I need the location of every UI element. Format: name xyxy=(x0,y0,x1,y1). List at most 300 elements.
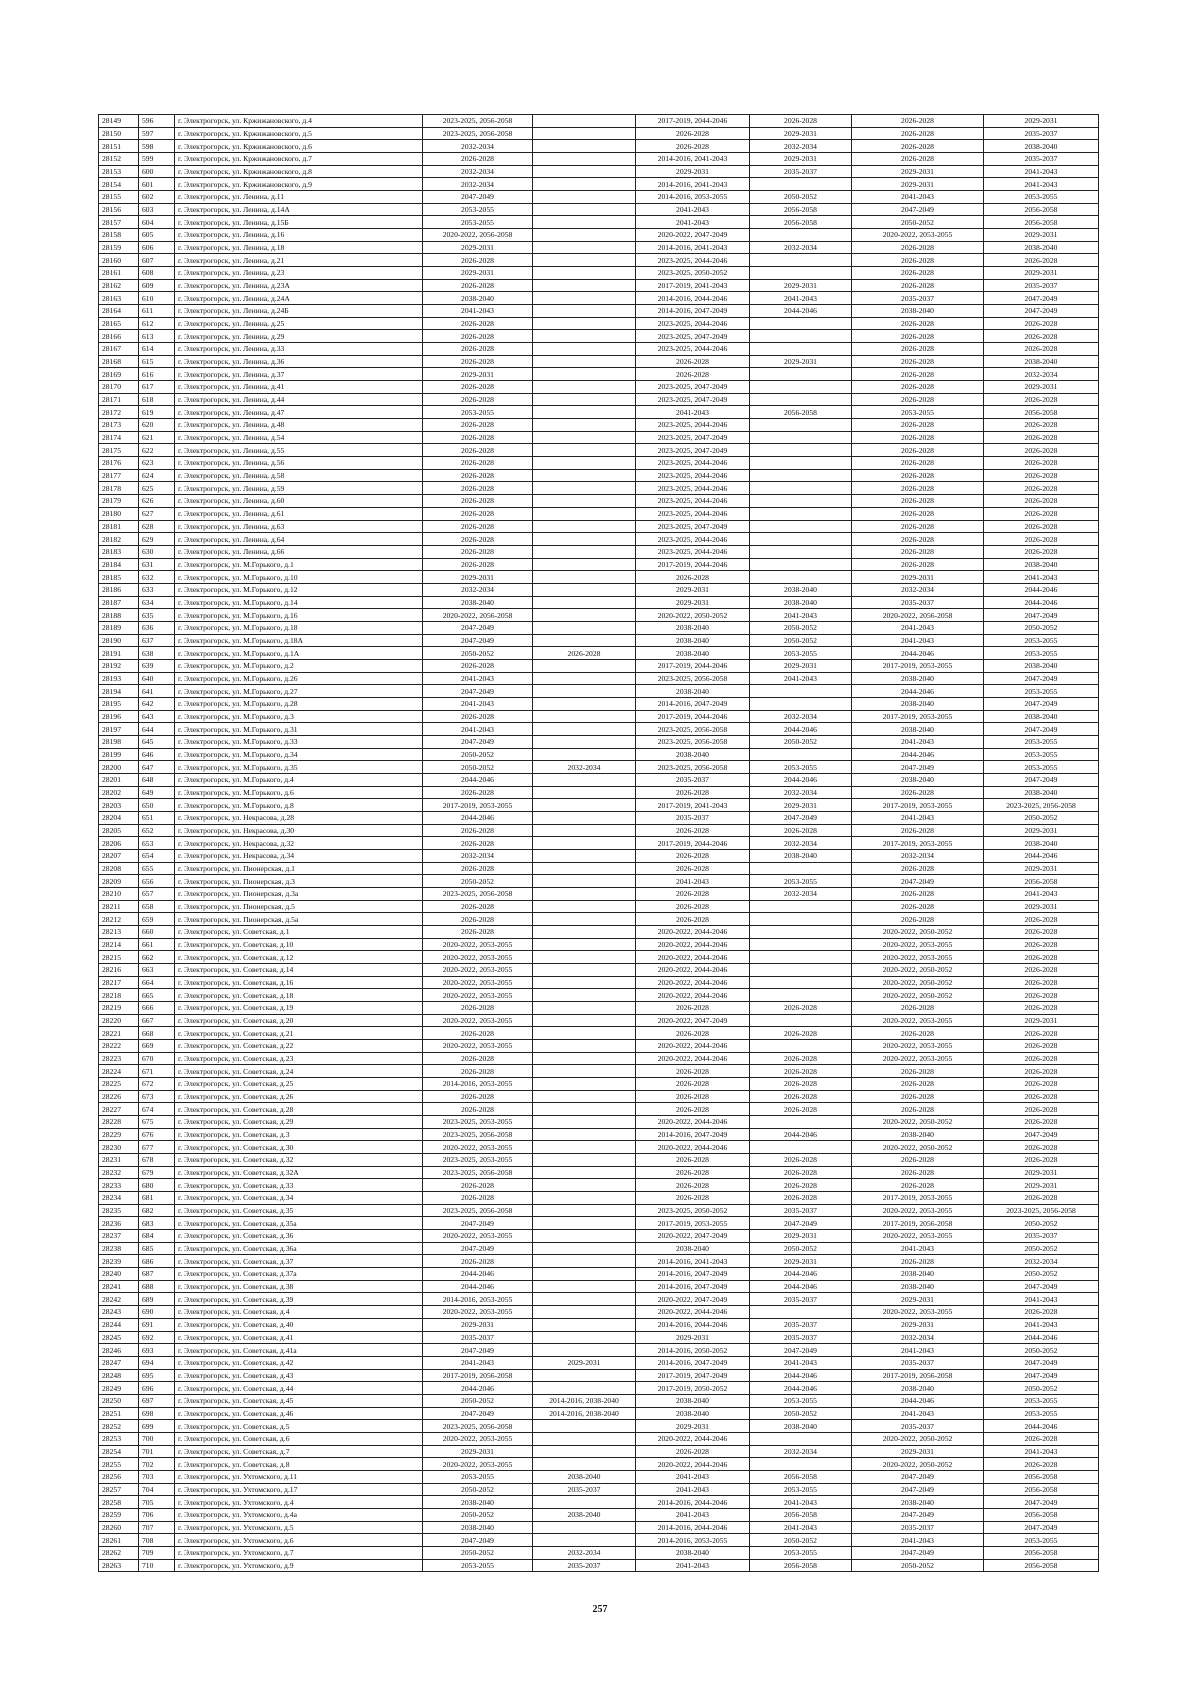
period-col-1-cell: 2020-2022, 2053-2055 xyxy=(423,1141,533,1154)
period-col-3-cell: 2020-2022, 2047-2049 xyxy=(636,1014,750,1027)
period-col-3-cell: 2014-2016, 2053-2055 xyxy=(636,1534,750,1547)
period-col-2-cell xyxy=(533,1420,636,1433)
period-col-5-cell: 2017-2019, 2053-2055 xyxy=(852,1192,984,1205)
address-cell: г. Электрогорск, ул. Некрасова, д.30 xyxy=(175,824,423,837)
period-col-4-cell: 2032-2034 xyxy=(750,837,852,850)
address-cell: г. Электрогорск, ул. Советская, д.25 xyxy=(175,1078,423,1091)
period-col-5-cell: 2035-2037 xyxy=(852,1521,984,1534)
table-row xyxy=(99,1103,1099,1116)
table-row xyxy=(99,913,1099,926)
period-col-6-cell: 2026-2028 xyxy=(984,926,1099,939)
row-number-cell: 28168 xyxy=(99,355,139,368)
period-col-6-cell: 2029-2031 xyxy=(984,1179,1099,1192)
period-col-2-cell xyxy=(533,1166,636,1179)
page-number: 257 xyxy=(592,1604,608,1615)
period-col-2-cell xyxy=(533,799,636,812)
period-col-3-cell: 2020-2022, 2044-2046 xyxy=(636,1306,750,1319)
period-col-1-cell: 2029-2031 xyxy=(423,368,533,381)
table-row xyxy=(99,685,1099,698)
period-col-2-cell xyxy=(533,1331,636,1344)
table-row xyxy=(99,1559,1099,1572)
period-col-5-cell: 2026-2028 xyxy=(852,558,984,571)
period-col-4-cell: 2047-2049 xyxy=(750,811,852,824)
address-cell: г. Электрогорск, ул. Некрасова, д.28 xyxy=(175,811,423,824)
table-row xyxy=(99,761,1099,774)
period-col-3-cell: 2026-2028 xyxy=(636,1192,750,1205)
row-number-cell: 28179 xyxy=(99,495,139,508)
item-number-cell: 677 xyxy=(139,1141,175,1154)
period-col-6-cell: 2044-2046 xyxy=(984,1420,1099,1433)
item-number-cell: 659 xyxy=(139,913,175,926)
period-col-2-cell xyxy=(533,406,636,419)
period-col-5-cell: 2038-2040 xyxy=(852,1128,984,1141)
row-number-cell: 28238 xyxy=(99,1242,139,1255)
address-cell: г. Электрогорск, ул. Ленина, д.55 xyxy=(175,444,423,457)
period-col-5-cell: 2041-2043 xyxy=(852,634,984,647)
period-col-4-cell xyxy=(750,1432,852,1445)
address-cell: г. Электрогорск, ул. М.Горького, д.28 xyxy=(175,697,423,710)
period-col-1-cell: 2020-2022, 2053-2055 xyxy=(423,1432,533,1445)
table-row xyxy=(99,381,1099,394)
period-col-5-cell: 2017-2019, 2053-2055 xyxy=(852,837,984,850)
table-row xyxy=(99,469,1099,482)
address-cell: г. Электрогорск, ул. Ухтомского, д.9 xyxy=(175,1559,423,1572)
period-col-6-cell: 2038-2040 xyxy=(984,837,1099,850)
period-col-5-cell: 2026-2028 xyxy=(852,393,984,406)
period-col-4-cell xyxy=(750,748,852,761)
period-col-6-cell: 2029-2031 xyxy=(984,1014,1099,1027)
item-number-cell: 599 xyxy=(139,153,175,166)
row-number-cell: 28228 xyxy=(99,1116,139,1129)
period-col-4-cell xyxy=(750,267,852,280)
item-number-cell: 618 xyxy=(139,393,175,406)
period-col-6-cell: 2047-2049 xyxy=(984,672,1099,685)
address-cell: г. Электрогорск, ул. М.Горького, д.31 xyxy=(175,723,423,736)
period-col-4-cell: 2050-2052 xyxy=(750,735,852,748)
row-number-cell: 28169 xyxy=(99,368,139,381)
period-col-6-cell: 2038-2040 xyxy=(984,140,1099,153)
period-col-6-cell: 2050-2052 xyxy=(984,811,1099,824)
period-col-4-cell: 2056-2058 xyxy=(750,1470,852,1483)
period-col-6-cell: 2041-2043 xyxy=(984,178,1099,191)
period-col-6-cell: 2026-2028 xyxy=(984,951,1099,964)
item-number-cell: 622 xyxy=(139,444,175,457)
period-col-4-cell: 2056-2058 xyxy=(750,216,852,229)
row-number-cell: 28223 xyxy=(99,1052,139,1065)
period-col-3-cell: 2023-2025, 2047-2049 xyxy=(636,520,750,533)
address-cell: г. Электрогорск, ул. Ленина, д.23А xyxy=(175,279,423,292)
table-row xyxy=(99,1318,1099,1331)
period-col-3-cell: 2017-2019, 2041-2043 xyxy=(636,799,750,812)
table-row xyxy=(99,507,1099,520)
period-col-2-cell xyxy=(533,254,636,267)
period-col-6-cell: 2044-2046 xyxy=(984,583,1099,596)
period-col-3-cell: 2023-2025, 2044-2046 xyxy=(636,495,750,508)
item-number-cell: 652 xyxy=(139,824,175,837)
period-col-2-cell: 2035-2037 xyxy=(533,1483,636,1496)
period-col-1-cell: 2020-2022, 2053-2055 xyxy=(423,1458,533,1471)
period-col-2-cell xyxy=(533,1280,636,1293)
row-number-cell: 28178 xyxy=(99,482,139,495)
period-col-3-cell: 2029-2031 xyxy=(636,583,750,596)
row-number-cell: 28173 xyxy=(99,419,139,432)
item-number-cell: 672 xyxy=(139,1078,175,1091)
period-col-1-cell: 2044-2046 xyxy=(423,1268,533,1281)
table-row xyxy=(99,735,1099,748)
period-col-5-cell: 2026-2028 xyxy=(852,1103,984,1116)
period-col-5-cell: 2038-2040 xyxy=(852,723,984,736)
period-col-4-cell xyxy=(750,685,852,698)
row-number-cell: 28182 xyxy=(99,533,139,546)
address-cell: г. Электрогорск, ул. Советская, д.19 xyxy=(175,1002,423,1015)
item-number-cell: 684 xyxy=(139,1230,175,1243)
period-col-3-cell: 2026-2028 xyxy=(636,1065,750,1078)
table-row xyxy=(99,1521,1099,1534)
address-cell: г. Электрогорск, ул. Ленина, д.56 xyxy=(175,457,423,470)
period-col-5-cell: 2047-2049 xyxy=(852,203,984,216)
period-col-5-cell: 2038-2040 xyxy=(852,773,984,786)
period-col-5-cell: 2020-2022, 2053-2055 xyxy=(852,951,984,964)
item-number-cell: 697 xyxy=(139,1394,175,1407)
item-number-cell: 606 xyxy=(139,241,175,254)
row-number-cell: 28205 xyxy=(99,824,139,837)
period-col-3-cell: 2014-2016, 2047-2049 xyxy=(636,305,750,318)
period-col-2-cell xyxy=(533,900,636,913)
period-col-5-cell: 2041-2043 xyxy=(852,1534,984,1547)
period-col-4-cell: 2050-2052 xyxy=(750,1242,852,1255)
table-row xyxy=(99,1204,1099,1217)
period-col-2-cell xyxy=(533,1078,636,1091)
period-col-2-cell xyxy=(533,1268,636,1281)
period-col-3-cell: 2026-2028 xyxy=(636,887,750,900)
period-col-4-cell xyxy=(750,393,852,406)
item-number-cell: 701 xyxy=(139,1445,175,1458)
period-col-1-cell: 2026-2028 xyxy=(423,862,533,875)
row-number-cell: 28192 xyxy=(99,659,139,672)
period-col-6-cell: 2047-2049 xyxy=(984,305,1099,318)
period-col-4-cell: 2038-2040 xyxy=(750,583,852,596)
period-col-4-cell: 2044-2046 xyxy=(750,1382,852,1395)
period-col-6-cell: 2047-2049 xyxy=(984,1356,1099,1369)
row-number-cell: 28224 xyxy=(99,1065,139,1078)
item-number-cell: 641 xyxy=(139,685,175,698)
table-row xyxy=(99,406,1099,419)
address-cell: г. Электрогорск, ул. Советская, д.8 xyxy=(175,1458,423,1471)
table-row xyxy=(99,824,1099,837)
row-number-cell: 28234 xyxy=(99,1192,139,1205)
period-col-4-cell: 2053-2055 xyxy=(750,761,852,774)
item-number-cell: 655 xyxy=(139,862,175,875)
period-col-6-cell: 2056-2058 xyxy=(984,203,1099,216)
item-number-cell: 627 xyxy=(139,507,175,520)
table-row xyxy=(99,115,1099,128)
period-col-6-cell: 2041-2043 xyxy=(984,887,1099,900)
address-cell: г. Электрогорск, ул. Советская, д.36 xyxy=(175,1230,423,1243)
item-number-cell: 704 xyxy=(139,1483,175,1496)
item-number-cell: 692 xyxy=(139,1331,175,1344)
period-col-4-cell: 2026-2028 xyxy=(750,1027,852,1040)
period-col-6-cell: 2026-2028 xyxy=(984,1116,1099,1129)
period-col-6-cell: 2023-2025, 2056-2058 xyxy=(984,799,1099,812)
period-col-4-cell: 2026-2028 xyxy=(750,1052,852,1065)
period-col-4-cell xyxy=(750,938,852,951)
row-number-cell: 28211 xyxy=(99,900,139,913)
period-col-4-cell: 2047-2049 xyxy=(750,1217,852,1230)
period-col-6-cell: 2026-2028 xyxy=(984,989,1099,1002)
address-cell: г. Электрогорск, ул. Ленина, д.24А xyxy=(175,292,423,305)
period-col-1-cell: 2026-2028 xyxy=(423,469,533,482)
period-col-4-cell xyxy=(750,229,852,242)
period-col-6-cell: 2047-2049 xyxy=(984,609,1099,622)
period-col-3-cell: 2017-2019, 2044-2046 xyxy=(636,837,750,850)
period-col-3-cell: 2026-2028 xyxy=(636,127,750,140)
period-col-2-cell xyxy=(533,1318,636,1331)
period-col-1-cell: 2047-2049 xyxy=(423,1344,533,1357)
period-col-6-cell: 2053-2055 xyxy=(984,191,1099,204)
period-col-2-cell xyxy=(533,140,636,153)
period-col-6-cell: 2047-2049 xyxy=(984,1496,1099,1509)
period-col-6-cell: 2047-2049 xyxy=(984,697,1099,710)
row-number-cell: 28220 xyxy=(99,1014,139,1027)
item-number-cell: 609 xyxy=(139,279,175,292)
period-col-3-cell: 2026-2028 xyxy=(636,1154,750,1167)
table-row xyxy=(99,659,1099,672)
period-col-6-cell: 2026-2028 xyxy=(984,1192,1099,1205)
period-col-5-cell: 2026-2028 xyxy=(852,495,984,508)
period-col-3-cell: 2026-2028 xyxy=(636,571,750,584)
table-row xyxy=(99,989,1099,1002)
period-col-2-cell xyxy=(533,469,636,482)
table-row xyxy=(99,926,1099,939)
period-col-5-cell: 2026-2028 xyxy=(852,1027,984,1040)
item-number-cell: 703 xyxy=(139,1470,175,1483)
period-col-2-cell xyxy=(533,1242,636,1255)
period-col-5-cell: 2026-2028 xyxy=(852,482,984,495)
table-row xyxy=(99,343,1099,356)
period-col-3-cell: 2014-2016, 2044-2046 xyxy=(636,1318,750,1331)
period-col-3-cell: 2014-2016, 2047-2049 xyxy=(636,1268,750,1281)
row-number-cell: 28166 xyxy=(99,330,139,343)
address-cell: г. Электрогорск, ул. Ленина, д.60 xyxy=(175,495,423,508)
address-cell: г. Электрогорск, ул. Ленина, д.36 xyxy=(175,355,423,368)
item-number-cell: 706 xyxy=(139,1508,175,1521)
period-col-4-cell xyxy=(750,697,852,710)
period-col-4-cell xyxy=(750,381,852,394)
period-col-4-cell: 2029-2031 xyxy=(750,1230,852,1243)
item-number-cell: 628 xyxy=(139,520,175,533)
period-col-6-cell: 2053-2055 xyxy=(984,685,1099,698)
address-cell: г. Электрогорск, ул. Советская, д.26 xyxy=(175,1090,423,1103)
period-col-1-cell: 2026-2028 xyxy=(423,710,533,723)
table-row xyxy=(99,330,1099,343)
period-col-4-cell: 2026-2028 xyxy=(750,1154,852,1167)
address-cell: г. Электрогорск, ул. Советская, д.32 xyxy=(175,1154,423,1167)
period-col-3-cell: 2017-2019, 2044-2046 xyxy=(636,710,750,723)
period-col-3-cell: 2026-2028 xyxy=(636,355,750,368)
table-row xyxy=(99,1002,1099,1015)
address-cell: г. Электрогорск, ул. Ленина, д.15Б xyxy=(175,216,423,229)
period-col-5-cell: 2050-2052 xyxy=(852,216,984,229)
address-cell: г. Электрогорск, ул. М.Горького, д.33 xyxy=(175,735,423,748)
table-row xyxy=(99,292,1099,305)
period-col-1-cell: 2026-2028 xyxy=(423,254,533,267)
period-col-5-cell: 2026-2028 xyxy=(852,431,984,444)
period-col-1-cell: 2023-2025, 2056-2058 xyxy=(423,1166,533,1179)
period-col-1-cell: 2047-2049 xyxy=(423,191,533,204)
period-col-5-cell: 2020-2022, 2050-2052 xyxy=(852,989,984,1002)
item-number-cell: 636 xyxy=(139,621,175,634)
address-cell: г. Электрогорск, ул. Некрасова, д.32 xyxy=(175,837,423,850)
row-number-cell: 28216 xyxy=(99,964,139,977)
period-col-2-cell xyxy=(533,697,636,710)
period-col-5-cell: 2026-2028 xyxy=(852,469,984,482)
period-col-6-cell: 2026-2028 xyxy=(984,976,1099,989)
row-number-cell: 28151 xyxy=(99,140,139,153)
period-col-6-cell: 2026-2028 xyxy=(984,1002,1099,1015)
period-col-5-cell: 2041-2043 xyxy=(852,621,984,634)
period-col-2-cell xyxy=(533,748,636,761)
period-col-5-cell: 2053-2055 xyxy=(852,406,984,419)
period-col-6-cell: 2026-2028 xyxy=(984,330,1099,343)
address-cell: г. Электрогорск, ул. Ленина, д.21 xyxy=(175,254,423,267)
item-number-cell: 604 xyxy=(139,216,175,229)
row-number-cell: 28164 xyxy=(99,305,139,318)
period-col-1-cell: 2053-2055 xyxy=(423,216,533,229)
row-number-cell: 28203 xyxy=(99,799,139,812)
table-row xyxy=(99,1141,1099,1154)
period-col-6-cell: 2038-2040 xyxy=(984,355,1099,368)
row-number-cell: 28180 xyxy=(99,507,139,520)
period-col-2-cell xyxy=(533,824,636,837)
address-cell: г. Электрогорск, ул. Ухтомского, д.5 xyxy=(175,1521,423,1534)
period-col-5-cell: 2026-2028 xyxy=(852,140,984,153)
period-col-4-cell xyxy=(750,913,852,926)
period-col-3-cell: 2014-2016, 2053-2055 xyxy=(636,191,750,204)
period-col-5-cell: 2041-2043 xyxy=(852,811,984,824)
address-cell: г. Электрогорск, ул. Советская, д.5 xyxy=(175,1420,423,1433)
period-col-3-cell: 2041-2043 xyxy=(636,1559,750,1572)
row-number-cell: 28248 xyxy=(99,1369,139,1382)
row-number-cell: 28190 xyxy=(99,634,139,647)
period-col-4-cell: 2026-2028 xyxy=(750,1065,852,1078)
row-number-cell: 28154 xyxy=(99,178,139,191)
period-col-2-cell xyxy=(533,773,636,786)
item-number-cell: 685 xyxy=(139,1242,175,1255)
period-col-1-cell: 2026-2028 xyxy=(423,1052,533,1065)
period-col-2-cell xyxy=(533,355,636,368)
period-col-6-cell: 2026-2028 xyxy=(984,1090,1099,1103)
period-col-4-cell xyxy=(750,317,852,330)
period-col-3-cell: 2038-2040 xyxy=(636,1546,750,1559)
period-col-3-cell: 2020-2022, 2044-2046 xyxy=(636,1052,750,1065)
item-number-cell: 635 xyxy=(139,609,175,622)
period-col-4-cell: 2053-2055 xyxy=(750,1546,852,1559)
period-col-6-cell: 2047-2049 xyxy=(984,1280,1099,1293)
period-col-5-cell: 2020-2022, 2053-2055 xyxy=(852,938,984,951)
period-col-1-cell: 2053-2055 xyxy=(423,1470,533,1483)
period-col-6-cell: 2026-2028 xyxy=(984,1027,1099,1040)
item-number-cell: 596 xyxy=(139,115,175,128)
row-number-cell: 28191 xyxy=(99,647,139,660)
period-col-3-cell: 2026-2028 xyxy=(636,368,750,381)
period-col-6-cell: 2041-2043 xyxy=(984,1445,1099,1458)
period-col-6-cell: 2026-2028 xyxy=(984,913,1099,926)
period-col-6-cell: 2056-2058 xyxy=(984,875,1099,888)
period-col-4-cell: 2035-2037 xyxy=(750,1204,852,1217)
table-row xyxy=(99,811,1099,824)
period-col-4-cell xyxy=(750,900,852,913)
period-col-1-cell: 2026-2028 xyxy=(423,153,533,166)
period-col-3-cell: 2023-2025, 2044-2046 xyxy=(636,545,750,558)
table-row xyxy=(99,1192,1099,1205)
period-col-3-cell: 2017-2019, 2041-2043 xyxy=(636,279,750,292)
item-number-cell: 630 xyxy=(139,545,175,558)
table-row xyxy=(99,368,1099,381)
period-col-1-cell: 2032-2034 xyxy=(423,165,533,178)
period-col-1-cell: 2026-2028 xyxy=(423,1192,533,1205)
period-col-1-cell: 2038-2040 xyxy=(423,1496,533,1509)
period-col-6-cell: 2056-2058 xyxy=(984,216,1099,229)
period-col-4-cell: 2044-2046 xyxy=(750,723,852,736)
period-col-2-cell xyxy=(533,1179,636,1192)
period-col-1-cell: 2020-2022, 2053-2055 xyxy=(423,976,533,989)
address-cell: г. Электрогорск, ул. Ленина, д.61 xyxy=(175,507,423,520)
period-col-5-cell: 2032-2034 xyxy=(852,849,984,862)
period-col-2-cell xyxy=(533,216,636,229)
period-col-4-cell: 2041-2043 xyxy=(750,1496,852,1509)
period-col-2-cell xyxy=(533,913,636,926)
period-col-1-cell: 2020-2022, 2053-2055 xyxy=(423,1014,533,1027)
row-number-cell: 28171 xyxy=(99,393,139,406)
period-col-4-cell: 2041-2043 xyxy=(750,609,852,622)
period-col-5-cell: 2020-2022, 2050-2052 xyxy=(852,1458,984,1471)
item-number-cell: 676 xyxy=(139,1128,175,1141)
item-number-cell: 640 xyxy=(139,672,175,685)
row-number-cell: 28204 xyxy=(99,811,139,824)
period-col-4-cell: 2026-2028 xyxy=(750,1090,852,1103)
period-col-3-cell: 2020-2022, 2044-2046 xyxy=(636,938,750,951)
period-col-1-cell: 2041-2043 xyxy=(423,305,533,318)
table-row xyxy=(99,1128,1099,1141)
address-cell: г. Электрогорск, ул. Ухтомского, д.6 xyxy=(175,1534,423,1547)
period-col-5-cell: 2026-2028 xyxy=(852,254,984,267)
period-col-1-cell: 2026-2028 xyxy=(423,431,533,444)
period-col-1-cell: 2050-2052 xyxy=(423,875,533,888)
table-row xyxy=(99,1255,1099,1268)
period-col-1-cell: 2023-2025, 2056-2058 xyxy=(423,127,533,140)
period-col-1-cell: 2026-2028 xyxy=(423,926,533,939)
row-number-cell: 28170 xyxy=(99,381,139,394)
period-col-5-cell: 2026-2028 xyxy=(852,1090,984,1103)
period-col-3-cell: 2023-2025, 2044-2046 xyxy=(636,343,750,356)
row-number-cell: 28259 xyxy=(99,1508,139,1521)
item-number-cell: 658 xyxy=(139,900,175,913)
address-cell: г. Электрогорск, ул. Ленина, д.66 xyxy=(175,545,423,558)
address-cell: г. Электрогорск, ул. Советская, д.46 xyxy=(175,1407,423,1420)
period-col-2-cell xyxy=(533,1293,636,1306)
period-col-3-cell: 2023-2025, 2044-2046 xyxy=(636,317,750,330)
period-col-4-cell: 2026-2028 xyxy=(750,1002,852,1015)
period-col-4-cell xyxy=(750,495,852,508)
period-col-1-cell: 2023-2025, 2056-2058 xyxy=(423,115,533,128)
period-col-3-cell: 2014-2016, 2044-2046 xyxy=(636,292,750,305)
period-col-6-cell: 2047-2049 xyxy=(984,1128,1099,1141)
period-col-6-cell: 2041-2043 xyxy=(984,1293,1099,1306)
address-cell: г. Электрогорск, ул. Кржижановского, д.5 xyxy=(175,127,423,140)
period-col-4-cell: 2026-2028 xyxy=(750,1166,852,1179)
period-col-4-cell: 2032-2034 xyxy=(750,887,852,900)
address-cell: г. Электрогорск, ул. Советская, д.14 xyxy=(175,964,423,977)
